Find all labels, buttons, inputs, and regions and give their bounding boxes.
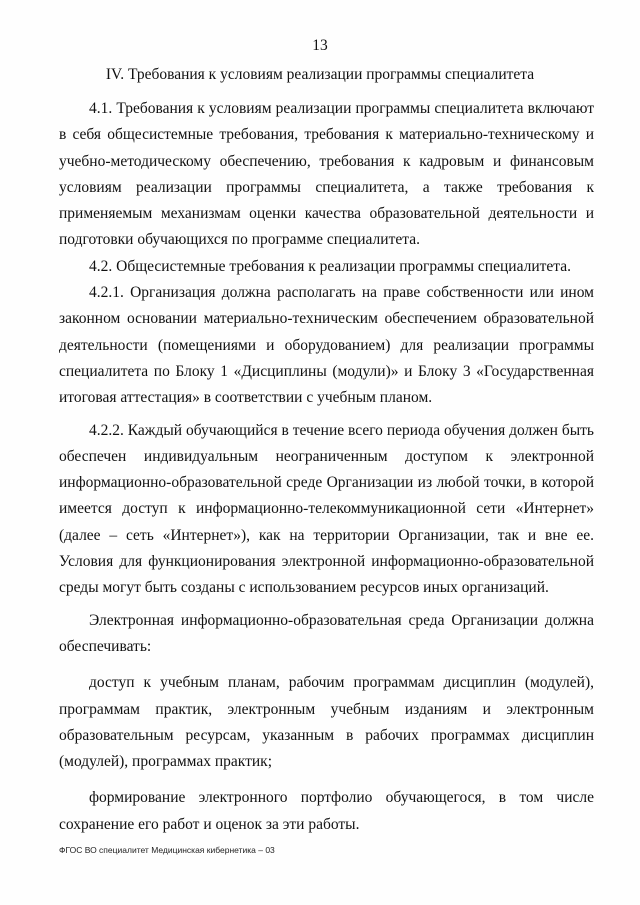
footer-note: ФГОС ВО специалитет Медицинская кибернетика – 03 xyxy=(59,845,275,855)
paragraph-access-item: доступ к учебным планам, рабочим программам дисциплин (модулей), программам практик, электронным учебным изданиям и электронным образовательным ресурсам, указанным в рабочих программах дисциплин (модулей), программах практик; xyxy=(59,674,594,771)
paragraph-eios-intro: Электронная информационно-образовательная среда Организации должна обеспечивать: xyxy=(59,611,594,655)
section-title: IV. Требования к условиям реализации программы специалитета xyxy=(105,66,535,83)
paragraph-4-2-2: 4.2.2. Каждый обучающийся в течение всего периода обучения должен быть обеспечен индивидуальным неограниченным доступом к электронной информационно-образовательной среде Организации из любой точки, в которой имеется доступ к информационно-телекоммуникационной сети «Интернет» (далее – сеть «Интернет»), как на территории Организации, так и вне ее. Условия для функционирования электронной информационно-образовательной среды могут быть созданы с использованием ресурсов иных организаций. xyxy=(59,421,594,597)
page-number: 13 xyxy=(312,37,328,54)
paragraph-portfolio-item: формирование электронного портфолио обучающегося, в том числе сохранение его работ и оценок за эти работы. xyxy=(59,789,594,833)
paragraph-4-1: 4.1. Требования к условиям реализации программы специалитета включают в себя общесистемные требования, требования к материально-техническому и учебно-методическому обеспечению, требования к кадровым и финансовым условиям реализации программы специалитета, а также требования к применяемым механизмам оценки качества образовательной деятельности и подготовки обучающихся по программе специалитета. xyxy=(59,100,594,249)
document-body xyxy=(59,96,594,838)
paragraph-4-2: 4.2. Общесистемные требования к реализации программы специалитета. xyxy=(89,257,571,275)
paragraph-4-2-1: 4.2.1. Организация должна располагать на праве собственности или ином законном основании материально-техническим обеспечением образовательной деятельности (помещениями и оборудованием) для реализации программы специалитета по Блоку 1 «Дисциплины (модули)» и Блоку 3 «Государственная итоговая аттестация» в соответствии с учебным планом. xyxy=(59,284,594,407)
